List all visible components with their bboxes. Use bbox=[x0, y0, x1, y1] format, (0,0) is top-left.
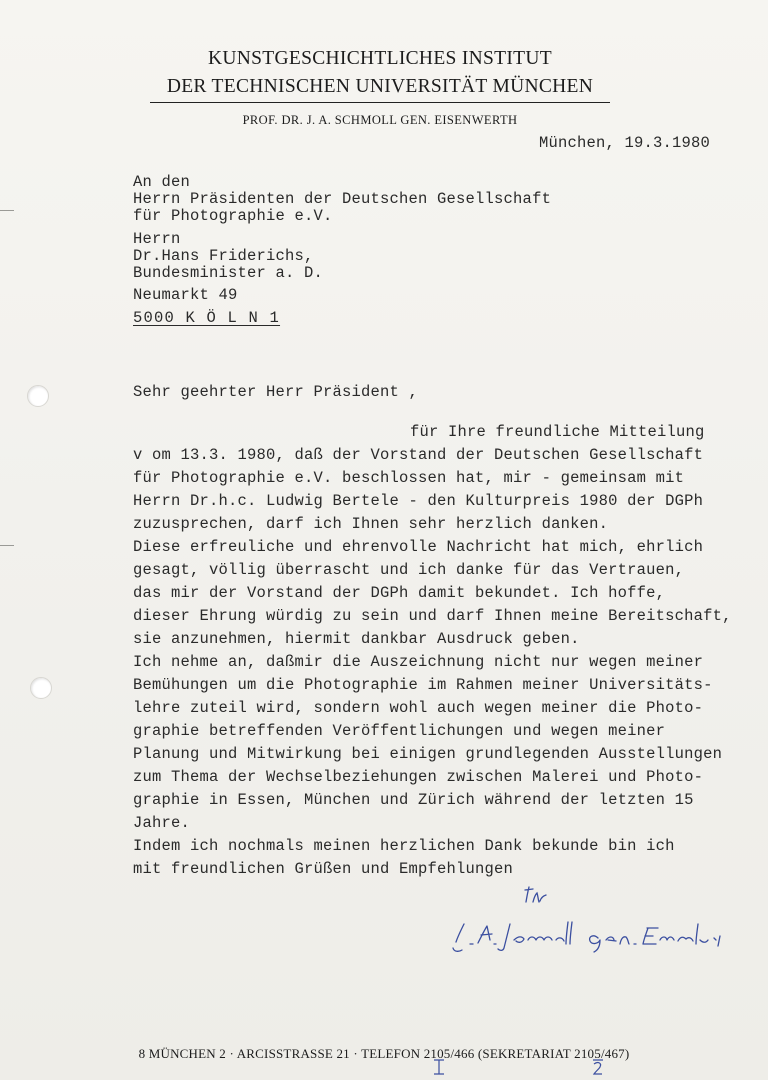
body-line: für Ihre freundliche Mitteilung bbox=[410, 423, 705, 441]
address-city: 5000 K Ö L N 1 bbox=[133, 309, 281, 327]
body-line: Ich nehme an, daßmir die Auszeichnung nicht nur wegen meiner bbox=[133, 653, 704, 671]
fold-mark bbox=[0, 210, 14, 211]
body-line: Herrn Dr.h.c. Ludwig Bertele - den Kulturpreis 1980 der DGPh bbox=[133, 492, 704, 510]
address-line: An den bbox=[133, 173, 191, 191]
body-line: Bemühungen um die Photographie im Rahmen meiner Universitäts- bbox=[133, 676, 713, 694]
letterhead-rule bbox=[150, 102, 610, 103]
signature-closing-handwritten bbox=[523, 884, 553, 906]
institute-name-line1: KUNSTGESCHICHTLICHES INSTITUT bbox=[208, 48, 552, 69]
punch-hole-top bbox=[27, 385, 49, 407]
handwritten-mark bbox=[431, 1058, 447, 1076]
institute-name-line2: DER TECHNISCHEN UNIVERSITÄT MÜNCHEN bbox=[166, 76, 594, 97]
body-line: Jahre. bbox=[133, 814, 191, 832]
handwritten-mark bbox=[590, 1058, 606, 1076]
body-line: Indem ich nochmals meinen herzlichen Dank bekunde bin ich bbox=[133, 837, 675, 855]
address-line: Herrn Präsidenten der Deutschen Gesellschaft bbox=[133, 190, 552, 208]
address-line: für Photographie e.V. bbox=[133, 207, 333, 225]
letter-date: München, 19.3.1980 bbox=[539, 134, 711, 152]
body-line: mit freundlichen Grüßen und Empfehlungen bbox=[133, 860, 514, 878]
address-line: Herrn bbox=[133, 230, 181, 248]
body-line: dieser Ehrung würdig zu sein und darf Ihnen meine Bereitschaft, bbox=[133, 607, 732, 625]
body-line: graphie betreffenden Veröffentlichungen und wegen meiner bbox=[133, 722, 666, 740]
body-line: sie anzunehmen, hiermit dankbar Ausdruck geben. bbox=[133, 630, 580, 648]
address-line: Dr.Hans Friderichs, bbox=[133, 247, 314, 265]
body-line: Diese erfreuliche und ehrenvolle Nachricht hat mich, ehrlich bbox=[133, 538, 704, 556]
salutation: Sehr geehrter Herr Präsident , bbox=[133, 383, 419, 401]
body-line: lehre zuteil wird, sondern wohl auch wegen meiner die Photo- bbox=[133, 699, 704, 717]
letterhead-footer: 8 MÜNCHEN 2 · ARCISSTRASSE 21 · TELEFON 2105/466 (SEKRETARIAT 2105/467) bbox=[138, 1046, 630, 1061]
signature-handwritten bbox=[448, 910, 728, 956]
body-line: zum Thema der Wechselbeziehungen zwischen Malerei und Photo- bbox=[133, 768, 704, 786]
professor-name: PROF. DR. J. A. SCHMOLL GEN. EISENWERTH bbox=[242, 113, 518, 127]
body-line: zuzusprechen, darf ich Ihnen sehr herzlich danken. bbox=[133, 515, 609, 533]
body-line: gesagt, völlig überrascht und ich danke für das Vertrauen, bbox=[133, 561, 685, 579]
address-line: Bundesminister a. D. bbox=[133, 264, 324, 282]
fold-mark bbox=[0, 545, 14, 546]
body-line: Planung und Mitwirkung bei einigen grundlegenden Ausstellungen bbox=[133, 745, 723, 763]
punch-hole-bottom bbox=[30, 677, 52, 699]
body-line: v om 13.3. 1980, daß der Vorstand der Deutschen Gesellschaft bbox=[133, 446, 704, 464]
body-line: graphie in Essen, München und Zürich während der letzten 15 bbox=[133, 791, 694, 809]
body-line: das mir der Vorstand der DGPh damit bekundet. Ich hoffe, bbox=[133, 584, 666, 602]
body-line: für Photographie e.V. beschlossen hat, mir - gemeinsam mit bbox=[133, 469, 685, 487]
address-street: Neumarkt 49 bbox=[133, 286, 238, 304]
